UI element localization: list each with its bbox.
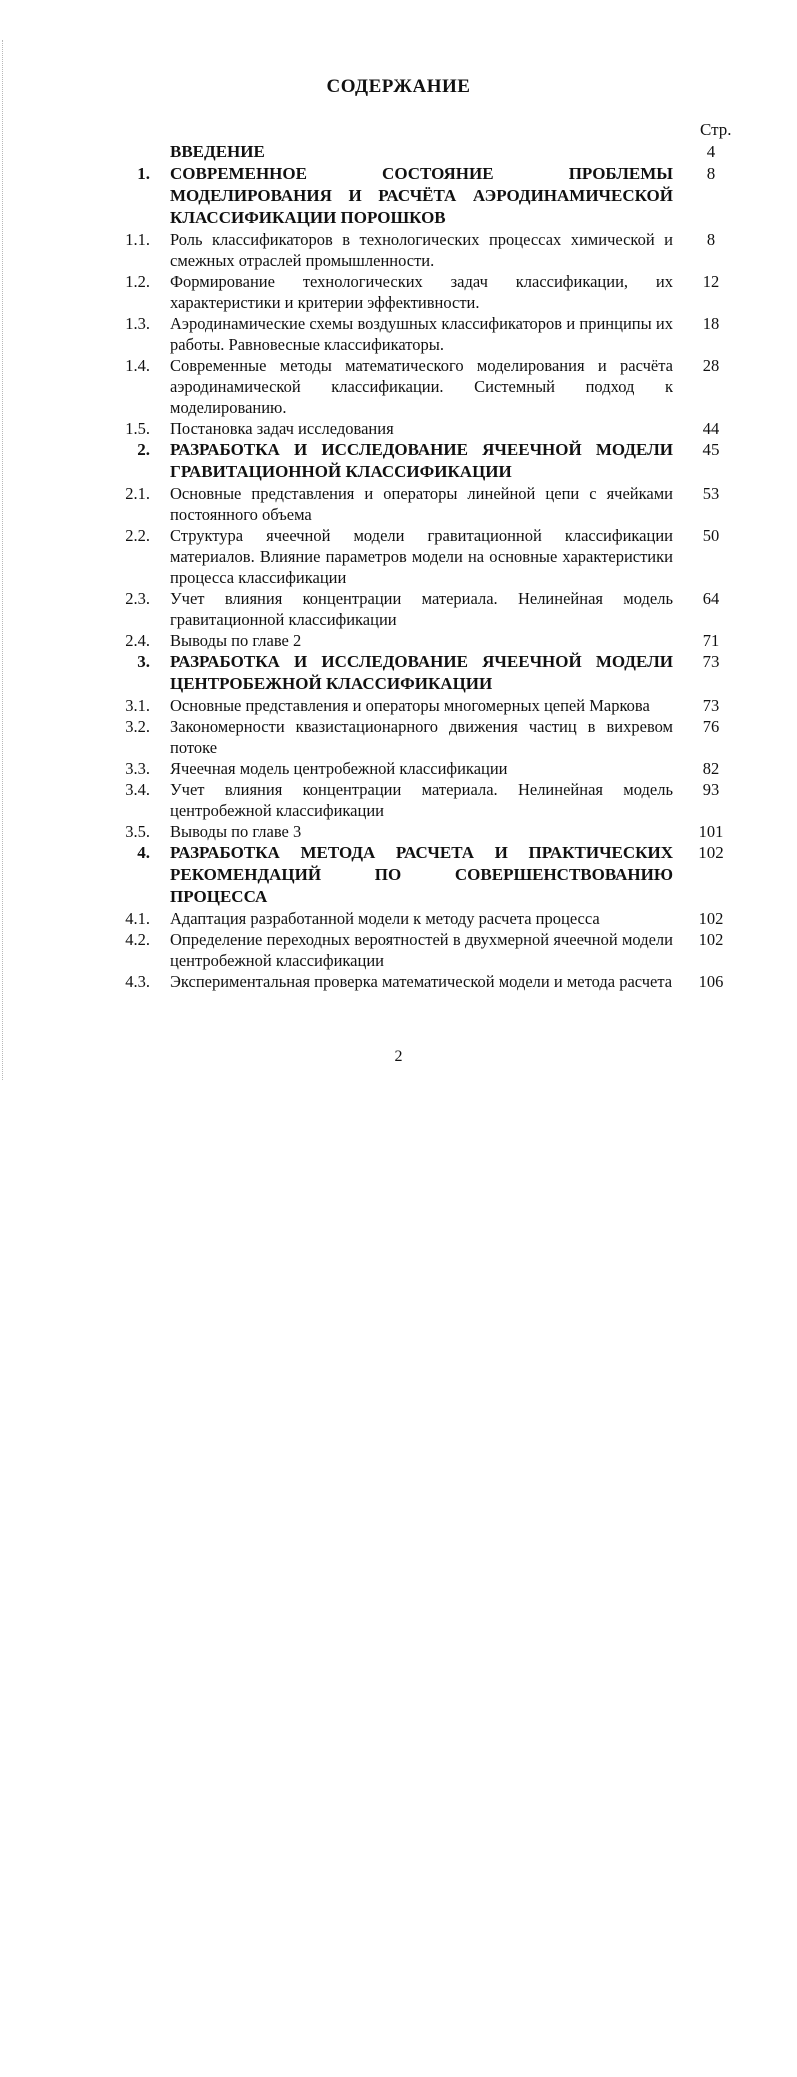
toc-entry-number: 3.3.: [125, 759, 150, 778]
toc-entry-title: Определение переходных вероятностей в двухмерной ячеечной модели центробежной классификации: [170, 930, 673, 970]
toc-entry-number: 4.1.: [125, 909, 150, 928]
toc-entry-number: 1.5.: [125, 419, 150, 438]
toc-entry: [0, 821, 797, 842]
toc-entry-page: 102: [698, 909, 724, 928]
toc-entry-title: СОВРЕМЕННОЕ СОСТОЯНИЕ ПРОБЛЕМЫ МОДЕЛИРОВАНИЯ И РАСЧЁТА АЭРОДИНАМИЧЕСКОЙ КЛАССИФИКАЦИИ ПОРОШКОВ: [170, 164, 673, 227]
toc-entry-title: Экспериментальная проверка математической модели и метода расчета: [170, 972, 673, 991]
toc-entry-number: 1.2.: [125, 272, 150, 291]
toc-entry-page: 44: [702, 419, 720, 438]
toc-entry: [0, 588, 797, 630]
toc-entry: [0, 229, 797, 271]
toc-entry-number: 3.: [137, 652, 150, 671]
toc-entry: [0, 842, 797, 908]
toc-entry-page: 82: [702, 759, 720, 778]
toc-entry-title: РАЗРАБОТКА И ИССЛЕДОВАНИЕ ЯЧЕЕЧНОЙ МОДЕЛИ ЦЕНТРОБЕЖНОЙ КЛАССИФИКАЦИИ: [170, 652, 673, 693]
toc-entry: [0, 779, 797, 821]
toc-entry-page: 106: [698, 972, 724, 991]
toc-entry: [0, 355, 797, 418]
toc-entry: [0, 525, 797, 588]
toc-entry-page: 12: [702, 272, 720, 291]
toc-entry-page: 4: [706, 142, 716, 161]
toc-entry: [0, 418, 797, 439]
toc-entry-title: Основные представления и операторы линейной цепи с ячейками постоянного объема: [170, 484, 673, 524]
toc-entry: [0, 929, 797, 971]
toc-entry: [0, 439, 797, 483]
toc-entry-title: Современные методы математического моделирования и расчёта аэродинамической классификации. Системный подход к моделированию.: [170, 356, 673, 417]
toc-entry-title: Роль классификаторов в технологических процессах химической и смежных отраслей промышленности.: [170, 230, 673, 270]
toc-entry-page: 53: [702, 484, 720, 503]
toc-entry: [0, 716, 797, 758]
toc-entry-title: РАЗРАБОТКА И ИССЛЕДОВАНИЕ ЯЧЕЕЧНОЙ МОДЕЛИ ГРАВИТАЦИОННОЙ КЛАССИФИКАЦИИ: [170, 440, 673, 481]
toc-entry-number: 3.4.: [125, 780, 150, 799]
toc-entry-number: 1.: [137, 164, 150, 183]
toc-entry-title: Выводы по главе 2: [170, 631, 302, 650]
toc-entry-title: Адаптация разработанной модели к методу расчета процесса: [170, 909, 600, 928]
toc-entry-number: 2.2.: [125, 526, 150, 545]
toc-entry-number: 4.: [137, 843, 150, 862]
toc-entry-number: 2.1.: [125, 484, 150, 503]
toc-entry-title: Аэродинамические схемы воздушных классификаторов и принципы их работы. Равновесные классификаторы.: [170, 314, 673, 354]
toc-entry-page: 28: [702, 356, 720, 375]
toc-entry-page: 101: [698, 822, 724, 841]
toc-entry-number: 1.4.: [125, 356, 150, 375]
page-title: СОДЕРЖАНИЕ: [326, 76, 471, 97]
toc-entry-number: 1.1.: [125, 230, 150, 249]
toc-entry-page: 8: [706, 164, 716, 183]
toc-entry-page: 18: [702, 314, 720, 333]
toc-entry-number: 3.1.: [125, 696, 150, 715]
toc-entry-page: 50: [702, 526, 720, 545]
toc-entry: [0, 163, 797, 229]
toc-entry-title: Формирование технологических задач классификации, их характеристики и критерии эффективности.: [170, 272, 673, 312]
toc-entry-page: 102: [698, 843, 724, 862]
toc-entry: [0, 971, 797, 992]
toc-entry-number: 4.3.: [125, 972, 150, 991]
toc-entry-number: 2.3.: [125, 589, 150, 608]
toc-entry-number: 4.2.: [125, 930, 150, 949]
toc-entry-title: Ячеечная модель центробежной классификации: [170, 759, 508, 778]
toc-entry-title: РАЗРАБОТКА МЕТОДА РАСЧЕТА И ПРАКТИЧЕСКИХ РЕКОМЕНДАЦИЙ ПО СОВЕРШЕНСТВОВАНИЮ ПРОЦЕССА: [170, 843, 673, 906]
toc-entry-page: 102: [698, 930, 724, 949]
toc-entry: [0, 483, 797, 525]
toc-entry-number: 3.2.: [125, 717, 150, 736]
toc-entry-title: Структура ячеечной модели гравитационной классификации материалов. Влияние параметров модели на основные характеристики процесса классификации: [170, 526, 673, 587]
toc-entry: [0, 271, 797, 313]
toc-entry: [0, 141, 797, 163]
toc-entry-number: 1.3.: [125, 314, 150, 333]
toc-entry-number: 2.: [137, 440, 150, 459]
toc-entry: [0, 651, 797, 695]
toc-entry-title: Основные представления и операторы многомерных цепей Маркова: [170, 696, 650, 715]
toc-entry-page: 73: [702, 652, 720, 671]
toc-entry: [0, 908, 797, 929]
toc-entry-page: 73: [702, 696, 720, 715]
page-column-label: Стр.: [700, 120, 732, 139]
toc-entry-title: ВВЕДЕНИЕ: [170, 142, 265, 161]
toc-entry-title: Учет влияния концентрации материала. Нелинейная модель гравитационной классификации: [170, 589, 673, 629]
toc-entry: [0, 758, 797, 779]
toc-entry: [0, 630, 797, 651]
toc-entry-page: 64: [702, 589, 720, 608]
toc-entry-title: Закономерности квазистационарного движения частиц в вихревом потоке: [170, 717, 673, 757]
toc-entry-title: Постановка задач исследования: [170, 419, 394, 438]
page-number: 2: [394, 1048, 403, 1065]
toc-entry-page: 45: [702, 440, 720, 459]
table-of-contents: [0, 141, 797, 992]
toc-entry-page: 76: [702, 717, 720, 736]
toc-entry-number: 2.4.: [125, 631, 150, 650]
toc-entry: [0, 695, 797, 716]
toc-entry-page: 93: [702, 780, 720, 799]
toc-entry-title: Выводы по главе 3: [170, 822, 302, 841]
toc-entry-number: 3.5.: [125, 822, 150, 841]
toc-entry-page: 71: [702, 631, 720, 650]
toc-entry-page: 8: [706, 230, 716, 249]
toc-entry: [0, 313, 797, 355]
toc-entry-title: Учет влияния концентрации материала. Нелинейная модель центробежной классификации: [170, 780, 673, 820]
